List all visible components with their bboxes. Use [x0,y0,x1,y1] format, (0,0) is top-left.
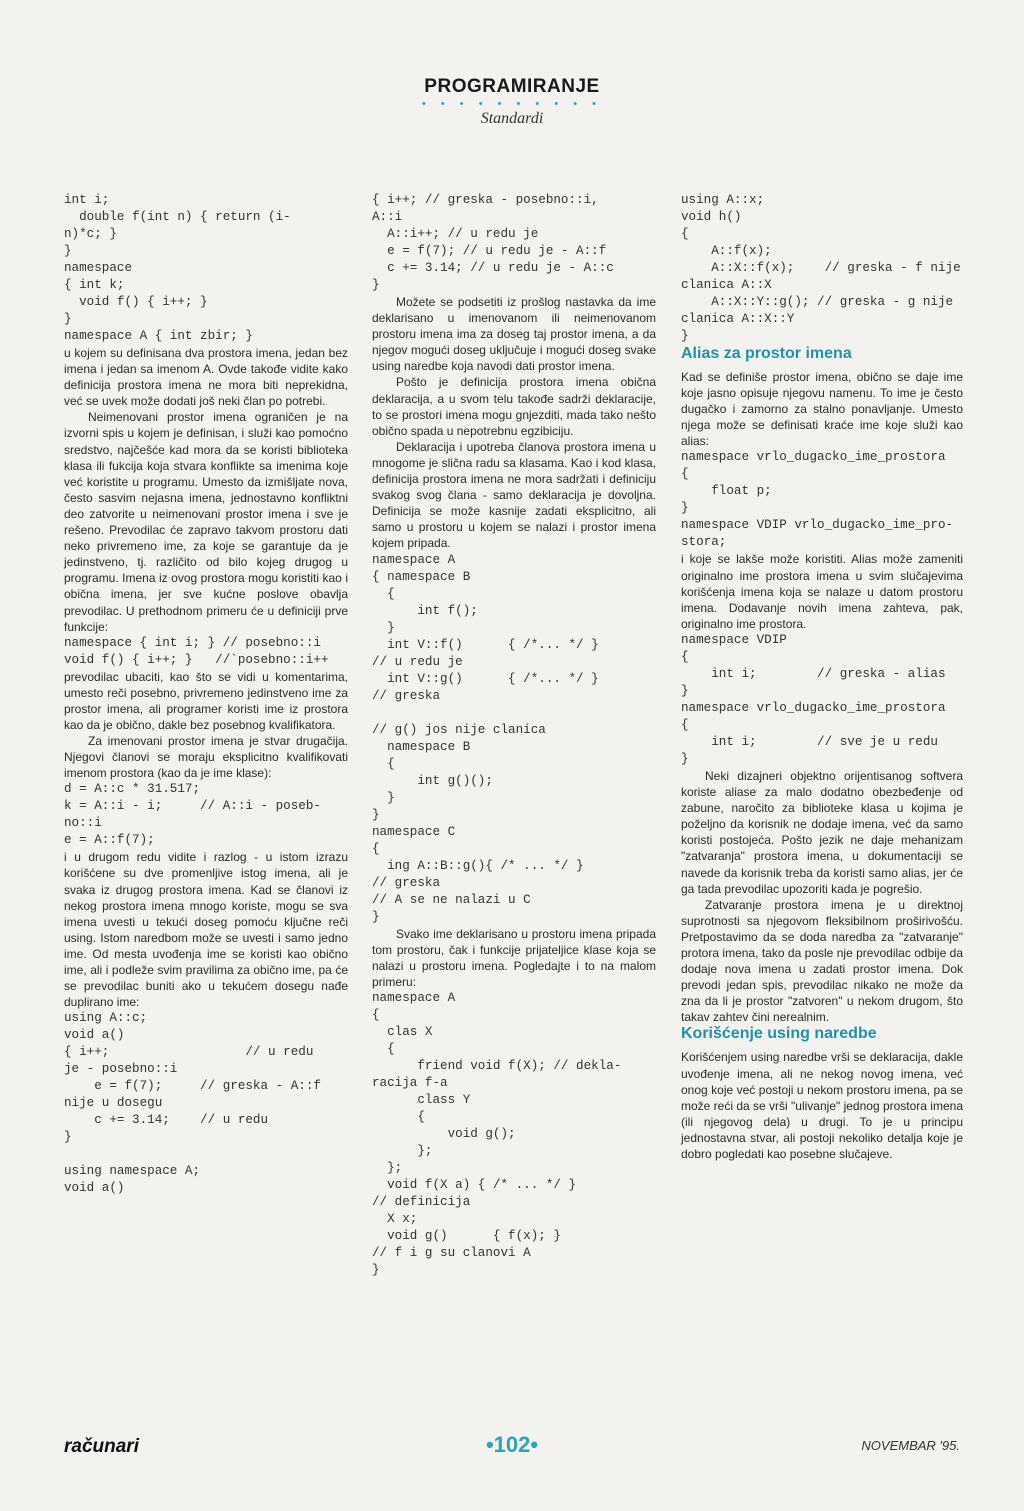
section-heading: Korišćenje using naredbe [681,1025,877,1043]
body-paragraph: i u drugom redu vidite i razlog - u istom izrazu korišćene su dve promenljive istog imena, ali je svaka iz drugog prostora imena. Kad se članovi iz nekog prostora imena mnogo koriste, mogu se sva imena uvesti u tekući doseg pomoću ključne reči using. Istom naredbom može se uvesti i samo jedno ime. Od mesta uvođenja ime se koristi kao obično ime, ali i podleže svim pravilima za obično ime, pa će se prevodilac buniti ako u tekućem dosegu nađe duplirano ime: [64,850,348,1010]
body-paragraph: u kojem su definisana dva prostora imena, jedan bez imena i jedan sa imenom A. Ovde takođe vidite kako definicija prostora imena ne mora biti neprekidna, već se uvek može dodati još neki član po potrebi. [64,346,348,409]
body-paragraph: Korišćenjem using naredbe vrši se deklaracija, dakle uvođenje imena, ali ne nekog novog imena, već onog koje već postoji u nekom prostoru imena, pa se može reći da se vrši "ulivanje" jednog prostora imena (ili njegovog dela) u drugi. To je u principu jednostavna stvar, ali postoji nekoliko detalja koje je dobro pogledati kao posebne slučajeve. [681,1050,963,1161]
magazine-name: računari [64,1436,139,1457]
page-footer [0,1432,1024,1466]
page-header [0,76,1024,128]
body-paragraph: Kad se definiše prostor imena, obično se daje ime koje jasno opisuje njegovu namenu. To ime je često dugačko i zamorno za stalno ponavljanje. Umesto njega može se definisati kraće ime koje služi kao alias: [681,370,963,449]
code-listing: using A::c; void a() { i++; // u redu je - posebno::i e = f(7); // greska - A::f nije u dosegu c += 3.14; // u redu } using namespace A; void a() [64,1011,321,1196]
issue-date: NOVEMBAR '95. [861,1438,960,1453]
body-paragraph: Svako ime deklarisano u prostoru imena pripada tom prostoru, čak i funkcije prijateljice klase koja se nalazi u prostoru imena. Pogledajte i to na malom primeru: [372,926,656,989]
section-title: PROGRAMIRANJE [424,76,600,97]
body-paragraph: Možete se podsetiti iz prošlog nastavka da ime deklarisano u imenovanom ili neimenovanom prostoru imena ima za doseg taj prostor imena, a da njegov mogući doseg uključuje i mogući doseg svake using naredbe koja navodi dati prostor imena. [372,295,656,374]
code-listing: namespace VDIP { int i; // greska - alias } namespace vrlo_dugacko_ime_prostora { int i; // sve je u redu } [681,632,946,766]
section-subtitle: Standardi [480,110,544,127]
code-listing: namespace vrlo_dugacko_ime_prostora { float p; } namespace VDIP vrlo_dugacko_ime_pro- stora; [681,450,954,550]
column-middle [372,192,656,1279]
code-listing: namespace { int i; } // posebno::i void f() { i++; } //`posebno::i++ [64,635,329,667]
body-paragraph: i koje se lakše može koristiti. Alias može zameniti originalno ime prostora imena u svim slučajevima korišćenja imena koja se nalaze u datom prostoru imena. Dodavanje novih imena zahteva, pak, originalno ime prostora. [681,552,963,631]
body-paragraph: Neimenovani prostor imena ograničen je na izvorni spis u kojem je definisan, i služi kao pomoćno sredstvo, najčešće kad mora da se koristi biblioteka klasa ili fukcija koja stvara konflikte sa imenima koje već koristite u programu. Umesto da izmišljate nova, često sasvim nejasna imena, jednostavno konfliktni deo zatvorite u neimenovani prostor imena i sve je rešeno. Prevodilac će zapravo takvom prostoru dati neko privremeno ime, za koje se garantuje da je jedinstveno, tj. različito od bilo kojeg drugog u programu. Imena iz ovog prostora mogu koristiti kao i obična imena, jer sve kućne poslove obavlja prevodilac. U prethodnom primeru će u definiciji prve funkcije: [64,410,348,634]
body-paragraph: Neki dizajneri objektno orijentisanog softvera koriste aliase za malo dodatno obezbeđenje od zabune, naročito za biblioteke klasa u kojima je poželjno da korisnik ne dodaje imena, već da samo koristi postojeća. Pošto jezik ne daje mehanizam "zatvaranja" prostora imena, u dokumentaciji se navede da korisnik treba da koristi samo alias, jer će ga tada prevodilac upozoriti kada je pogrešio. [681,768,963,896]
body-paragraph: Pošto je definicija prostora imena obična deklaracija, a u svom telu takođe sadrži deklaracije, to se prostori imena mogu gnjezditi, mada tako nešto obično spada u nepotrebnu egzibiciju. [372,375,656,438]
code-listing: { i++; // greska - posebno::i, A::i A::i++; // u redu je e = f(7); // u redu je - A::f c += 3.14; // u redu je - A::c } [372,193,614,292]
body-paragraph: Deklaracija i upotreba članova prostora imena u mnogome je slična radu sa klasama. Kao i kod klasa, definicija prostora imena ne mora sadržati i definiciju svakog svog člana - samo deklaracija je dovoljna. Definicija se može kasnije zadati eksplicitno, ali samo u prostoru u kojem se nalazi i prostor imena kojem pripada. [372,439,656,551]
code-listing: d = A::c * 31.517; k = A::i - i; // A::i - poseb- no::i e = A::f(7); [64,782,321,848]
code-listing: namespace A { namespace B { int f(); } int V::f() { /*... */ } // u redu je int V::g() { /*... */ } // greska // g() jos nije clanica namespace B { int g()(); } } namespace C { ing A::B::g(){ /* ... */ } // greska // A se ne nalazi u C } [372,552,599,924]
column-left [64,192,348,1197]
decorative-dots: • • • • • • • • • • [421,98,603,110]
body-paragraph: prevodilac ubaciti, kao što se vidi u komentarima, umesto reči posebno, privremeno jedinstveno ime za prostor imena, ali programer koristi ime iz prostora kao da je obično, dakle bez posebnog kvalifikatora. [64,669,348,732]
column-right [681,192,963,1162]
code-listing: int i; double f(int n) { return (i- n)*c; } } namespace { int k; void f() { i++; } } namespace A { int zbir; } [64,193,291,343]
section-heading: Alias za prostor imena [681,345,852,362]
code-listing: using A::x; void h() { A::f(x); A::X::f(x); // greska - f nije clanica A::X A::X::Y::g(); // greska - g nije clanica A::X::Y } [681,193,961,343]
body-paragraph: Zatvaranje prostora imena je u direktnoj suprotnosti sa njegovom fleksibilnom proširivošću. Pretpostavimo da se doda naredba za "zatvaranje" protora imena, tako da posle nje prevodilac odbije da dodaje nova imena u zadati prostor imena. Dok prevodi jedan spis, prevodilac nikako ne može da zna da li je prostor "zatvoren" u nekom drugom, što takav zahtev čini nerealnim. [681,897,963,1025]
body-paragraph: Za imenovani prostor imena je stvar drugačija. Njegovi članovi se moraju eksplicitno kvalifikovati imenom prostora (kao da je ime klase): [64,734,348,781]
code-listing: namespace A { clas X { friend void f(X); // dekla- racija f-a class Y { void g(); }; }; void f(X a) { /* ... */ } // definicija X x; void g() { f(x); } // f i g su clanovi A } [372,990,622,1277]
page-number: •102• [485,1432,539,1457]
